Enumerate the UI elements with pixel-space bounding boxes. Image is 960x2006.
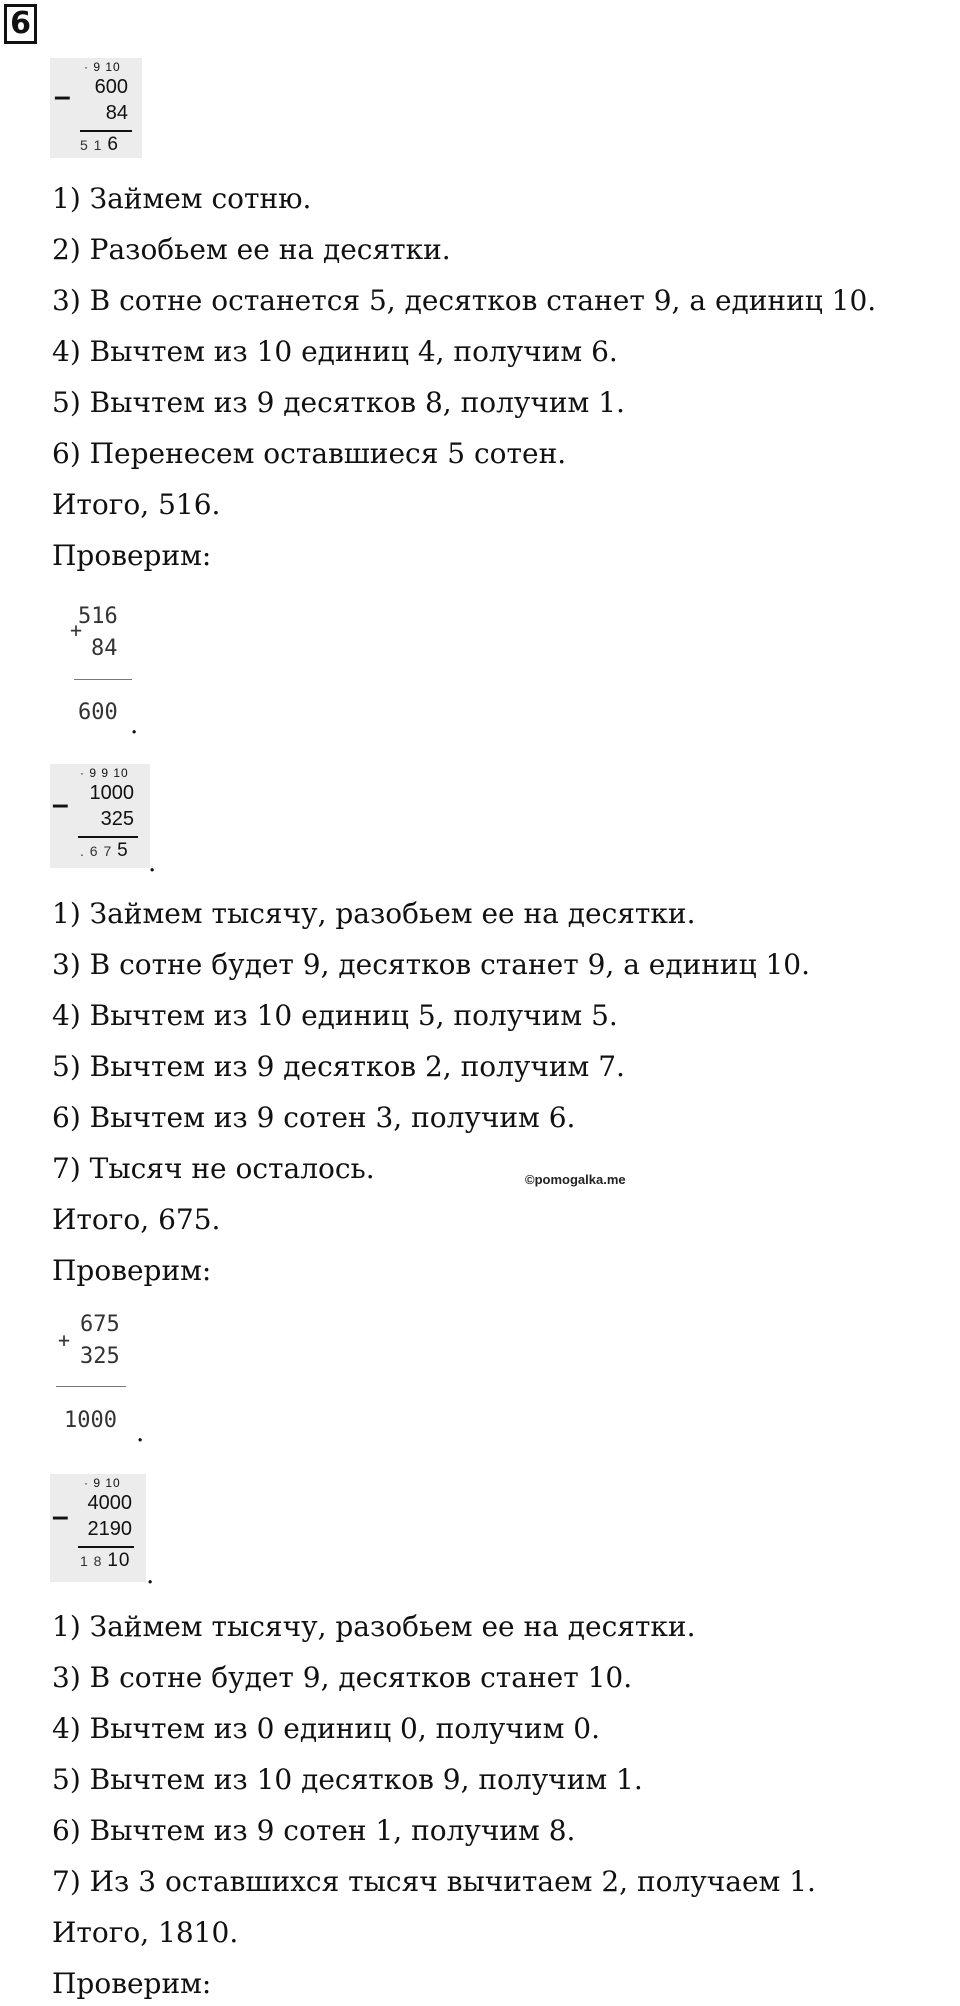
minuend: 600: [94, 76, 128, 98]
step-line: 3) В сотне будет 9, десятков станет 9, а единиц 10.: [52, 948, 811, 981]
check-label: Проверим:: [52, 539, 212, 572]
period: .: [148, 848, 157, 878]
minus-sign: –: [54, 80, 71, 113]
subtrahend: 84: [105, 102, 128, 124]
addend-a: 675: [80, 1312, 120, 1337]
subtrahend: 2190: [87, 1518, 132, 1540]
step-line: 5) Вычтем из 9 десятков 8, получим 1.: [52, 386, 625, 419]
subtrahend: 325: [100, 808, 134, 830]
addend-b: 84: [91, 636, 118, 661]
check-label: Проверим:: [52, 1967, 212, 2000]
result-bar: [78, 1546, 134, 1548]
step-line: 7) Из 3 оставшихся тысяч вычитаем 2, получаем 1.: [52, 1865, 816, 1898]
plus-sign: +: [70, 618, 83, 642]
step-line: 6) Перенесем оставшиеся 5 сотен.: [52, 437, 567, 470]
minus-sign: –: [52, 788, 69, 821]
step-line: 1) Займем тысячу, разобьем ее на десятки.: [52, 897, 696, 930]
period: .: [130, 710, 139, 740]
sum: 600: [78, 700, 118, 725]
result-bar: [78, 836, 138, 838]
sum-rule: [56, 1386, 126, 1387]
difference: 5 1 6: [80, 134, 119, 155]
step-line: 4) Вычтем из 0 единиц 0, получим 0.: [52, 1712, 600, 1745]
addition-check-1: [60, 600, 140, 730]
difference: 1 8 10: [80, 1550, 131, 1571]
addend-a: 516: [78, 604, 118, 629]
watermark: ©pomogalka.me: [525, 1172, 626, 1187]
task-number-badge: 6: [4, 4, 37, 44]
minus-sign: –: [52, 1500, 69, 1533]
step-line: 3) В сотне останется 5, десятков станет 9, а единиц 10.: [52, 284, 877, 317]
sum: 1000: [64, 1408, 117, 1433]
subtraction-column-1: [50, 58, 142, 158]
step-line: 3) В сотне будет 9, десятков станет 10.: [52, 1661, 633, 1694]
period: .: [146, 1560, 155, 1590]
step-line: 7) Тысяч не осталось.: [52, 1152, 375, 1185]
borrow-marks: · 9 10: [84, 1476, 121, 1490]
subtraction-column-3: [50, 1474, 146, 1582]
step-line: 5) Вычтем из 9 десятков 2, получим 7.: [52, 1050, 625, 1083]
step-line: 4) Вычтем из 10 единиц 4, получим 6.: [52, 335, 618, 368]
minuend: 1000: [89, 782, 134, 804]
addend-b: 325: [80, 1344, 120, 1369]
borrow-marks: · 9 10: [84, 60, 121, 74]
check-label: Проверим:: [52, 1254, 212, 1287]
step-line: 6) Вычтем из 9 сотен 1, получим 8.: [52, 1814, 576, 1847]
result-bar: [80, 130, 132, 132]
total-line: Итого, 675.: [52, 1203, 221, 1236]
addition-check-2: [52, 1308, 142, 1438]
total-line: Итого, 1810.: [52, 1916, 239, 1949]
period: .: [136, 1418, 145, 1448]
subtraction-column-2: [50, 764, 150, 868]
step-line: 2) Разобьем ее на десятки.: [52, 233, 451, 266]
total-line: Итого, 516.: [52, 488, 221, 521]
step-line: 4) Вычтем из 10 единиц 5, получим 5.: [52, 999, 618, 1032]
plus-sign: +: [58, 1328, 71, 1352]
step-line: 1) Займем сотню.: [52, 182, 312, 215]
step-line: 5) Вычтем из 10 десятков 9, получим 1.: [52, 1763, 643, 1796]
step-line: 1) Займем тысячу, разобьем ее на десятки.: [52, 1610, 696, 1643]
borrow-marks: · 9 9 10: [80, 766, 129, 780]
sum-rule: [74, 679, 132, 680]
step-line: 6) Вычтем из 9 сотен 3, получим 6.: [52, 1101, 576, 1134]
minuend: 4000: [87, 1492, 132, 1514]
difference: . 6 7 5: [80, 840, 129, 861]
